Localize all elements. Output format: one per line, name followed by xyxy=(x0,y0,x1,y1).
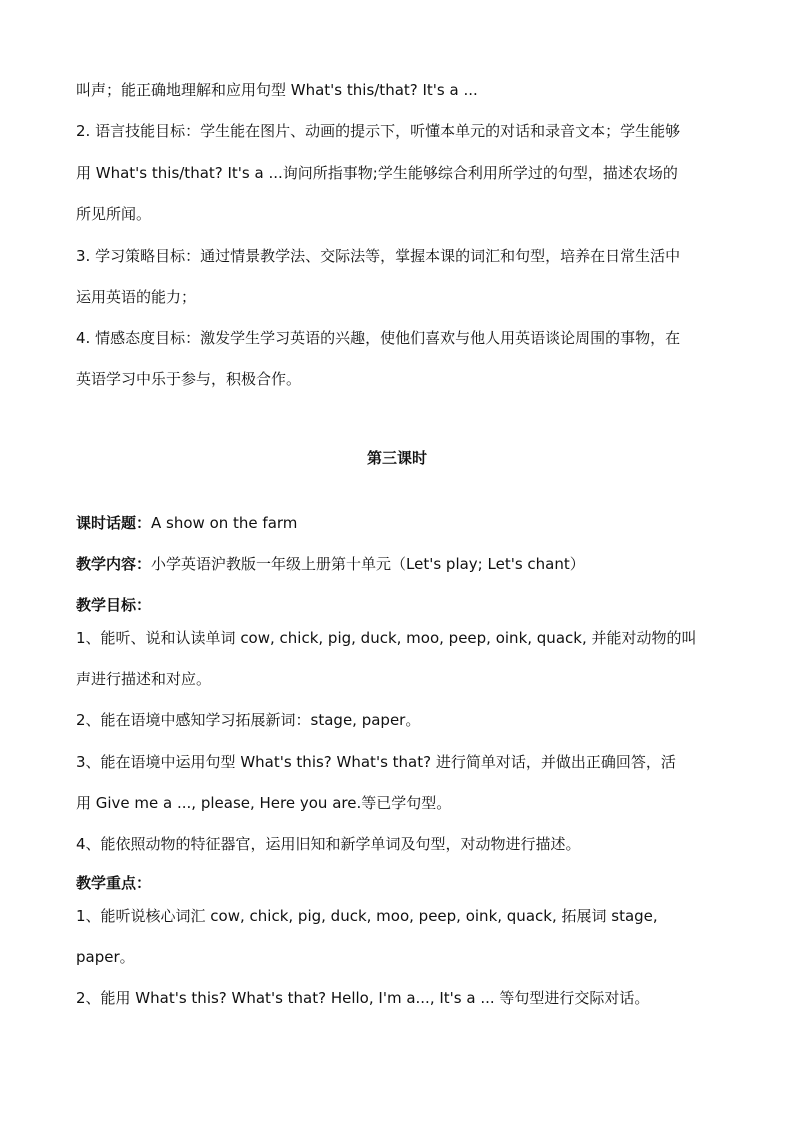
section-title: 第三课时 xyxy=(366,449,427,467)
focus-line-1: 1、能听说核心词汇 cow, chick, pig, duck, moo, peep, oink, quack, 拓展词 stage, xyxy=(76,907,658,925)
focus-label: 教学重点： xyxy=(76,874,152,892)
topic-row xyxy=(76,512,718,534)
objectives-label: 教学目标： xyxy=(76,596,152,614)
objective-line-5: 用 Give me a ..., please, Here you are.等已学句型。 xyxy=(76,794,452,812)
paragraph-line-3: 用 What's this/that? It's a ...询问所指事物;学生能够综合利用所学过的句型，描述农场的 xyxy=(76,164,678,182)
content-value: 小学英语沪教版一年级上册第十单元（Let's play; Let's chant） xyxy=(151,555,585,573)
focus-line-3: 2、能用 What's this? What's that? Hello, I'm a..., It's a ... 等句型进行交际对话。 xyxy=(76,989,650,1007)
content-row xyxy=(76,553,718,575)
paragraph-line-8: 英语学习中乐于参与，积极合作。 xyxy=(76,370,302,388)
objective-line-6: 4、能依照动物的特征器官，运用旧知和新学单词及句型，对动物进行描述。 xyxy=(76,835,581,853)
paragraph-line-2: 2. 语言技能目标：学生能在图片、动画的提示下，听懂本单元的对话和录音文本；学生能够 xyxy=(76,122,681,140)
objective-line-3: 2、能在语境中感知学习拓展新词：stage, paper。 xyxy=(76,711,421,729)
topic-value: A show on the farm xyxy=(151,514,298,532)
topic-label: 课时话题： xyxy=(76,514,152,532)
paragraph-line-5: 3. 学习策略目标：通过情景教学法、交际法等，掌握本课的词汇和句型，培养在日常生活中 xyxy=(76,247,681,265)
objective-line-2: 声进行描述和对应。 xyxy=(76,670,212,688)
paragraph-line-1: 叫声；能正确地理解和应用句型 What's this/that? It's a ... xyxy=(76,81,478,99)
focus-line-2: paper。 xyxy=(76,948,135,966)
paragraph-line-4: 所见所闻。 xyxy=(76,205,152,223)
objective-line-4: 3、能在语境中运用句型 What's this? What's that? 进行简单对话，并做出正确回答，活 xyxy=(76,753,676,771)
content-label: 教学内容： xyxy=(76,555,152,573)
paragraph-line-6: 运用英语的能力； xyxy=(76,288,197,306)
paragraph-line-7: 4. 情感态度目标：激发学生学习英语的兴趣，使他们喜欢与他人用英语谈论周围的事物，在 xyxy=(76,329,681,347)
objective-line-1: 1、能听、说和认读单词 cow, chick, pig, duck, moo, peep, oink, quack, 并能对动物的叫 xyxy=(76,629,697,647)
